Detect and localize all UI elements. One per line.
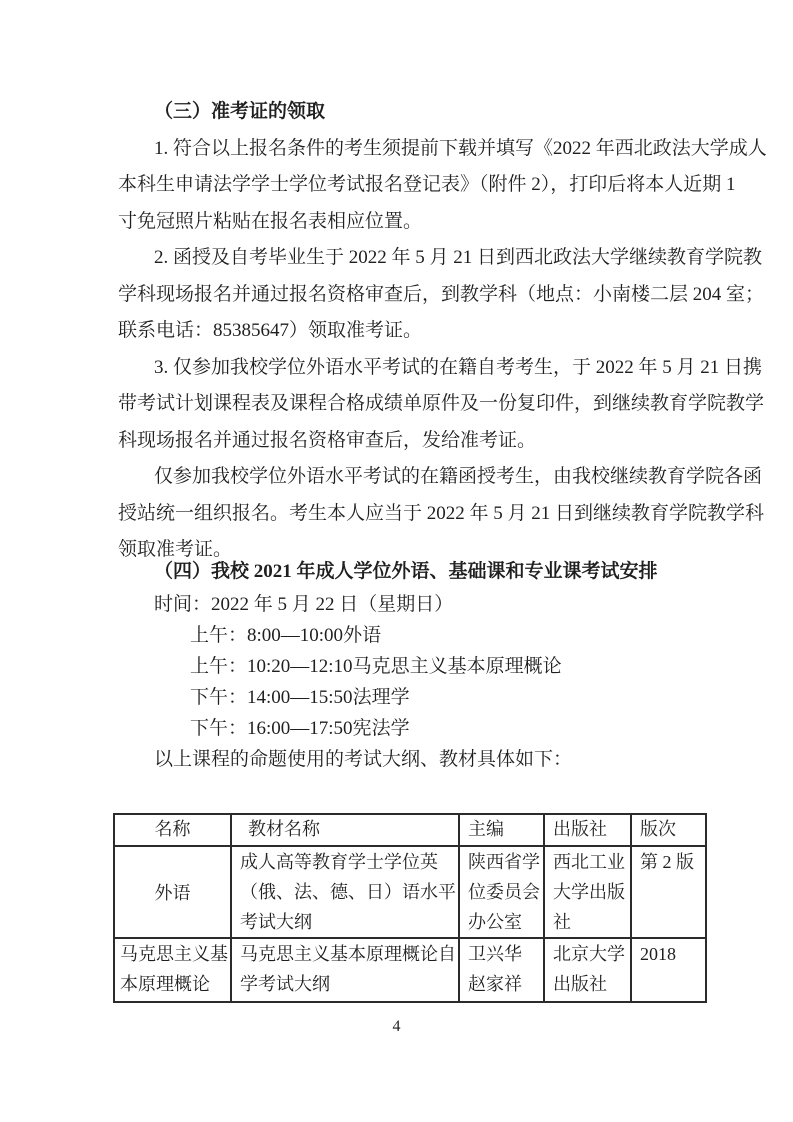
cell-line: 马克思主义基本原理概论自 <box>240 944 456 964</box>
para-4-line-2: 授站统一组织报名。考生本人应当于 2022 年 5 月 21 日到继续教育学院教学科 <box>118 502 765 524</box>
para-1-line-2: 本科生申请法学学士学位考试报名登记表》（附件 2），打印后将本人近期 1 <box>118 174 736 195</box>
cell-name-1: 外语 <box>114 846 231 938</box>
cell-edition-1 <box>631 846 706 938</box>
cell-line: 学考试大纲 <box>240 974 330 994</box>
page-number: 4 <box>392 1018 401 1035</box>
schedule-row-3 <box>118 682 676 713</box>
schedule-time-4: 下午：16:00—17:50 <box>190 718 353 739</box>
schedule-time-2: 上午：10:20—12:10 <box>190 656 353 677</box>
header-name: 名称 <box>114 814 231 846</box>
para-4-line-3: 领取准考证。 <box>118 539 233 560</box>
cell-line: 成人高等教育学士学位英 <box>240 852 438 872</box>
para-2-line-1: 2. 函授及自考毕业生于 2022 年 5 月 21 日到西北政法大学继续教育学院教 <box>154 247 763 268</box>
para-3-line-3: 科现场报名并通过报名资格审查后，发给准考证。 <box>118 429 537 451</box>
header-edition: 版次 <box>631 814 706 846</box>
schedule-row-2 <box>118 651 676 682</box>
heading-section-3: （三）准考证的领取 <box>154 101 326 122</box>
cell-line: 办公室 <box>468 912 522 932</box>
para-4-line-1: 仅参加我校学位外语水平考试的在籍函授考生，由我校继续教育学院各函 <box>154 466 763 487</box>
cell-line: 马克思主义基 <box>120 944 228 964</box>
textbook-table <box>113 813 707 1003</box>
cell-line: 陕西省学 <box>468 852 540 872</box>
para-2-line-2: 学科现场报名并通过报名资格审查后，到教学科（地点：小南楼二层 204 室； <box>118 283 765 305</box>
table-row-foreign-language <box>114 846 706 938</box>
section-4-block <box>118 556 676 775</box>
schedule-subject-1: 外语 <box>343 625 382 646</box>
schedule-subject-2: 马克思主义基本原理概论 <box>352 656 562 677</box>
cell-edition-2 <box>631 938 706 1002</box>
schedule-time-3: 下午：14:00—15:50 <box>190 687 353 708</box>
para-1-line-1: 1. 符合以上报名条件的考生须提前下载并填写《2022 年西北政法大学成人 <box>154 137 767 159</box>
cell-line: 考试大纲 <box>240 912 312 932</box>
table-header-row <box>114 814 706 846</box>
exam-date-line: 时间：2022 年 5 月 22 日（星期日） <box>154 594 454 615</box>
cell-line: 卫兴华 <box>468 944 522 964</box>
schedule-row-4 <box>118 713 676 744</box>
header-publisher: 出版社 <box>544 814 631 846</box>
cell-publisher-1 <box>544 846 631 938</box>
cell-publisher-2 <box>544 938 631 1002</box>
cell-line: 北京大学 <box>553 944 625 964</box>
cell-name-2 <box>114 938 231 1002</box>
cell-editor-2 <box>459 938 544 1002</box>
header-editor: 主编 <box>459 814 544 846</box>
cell-textbook-1 <box>231 846 459 938</box>
materials-note-line: 以上课程的命题使用的考试大纲、教材具体如下： <box>154 749 573 770</box>
cell-line: 第 2 版 <box>640 852 694 872</box>
schedule-row-1 <box>118 620 676 651</box>
schedule-subject-3: 法理学 <box>352 687 410 708</box>
cell-line: 位委员会 <box>468 882 540 902</box>
para-1-line-3: 寸免冠照片粘贴在报名表相应位置。 <box>118 210 423 232</box>
cell-line: 赵家祥 <box>468 974 522 994</box>
cell-line: 本原理概论 <box>120 974 210 994</box>
section-3-block <box>118 94 767 569</box>
para-3-line-2: 带考试计划课程表及课程合格成绩单原件及一份复印件，到继续教育学院教学 <box>118 393 765 414</box>
cell-editor-1 <box>459 846 544 938</box>
schedule-time-1: 上午：8:00—10:00 <box>190 625 344 646</box>
cell-line: 大学出版 <box>553 882 625 902</box>
table-row-marxism <box>114 938 706 1002</box>
schedule-subject-4: 宪法学 <box>352 718 410 739</box>
cell-textbook-2 <box>231 938 459 1002</box>
para-2-line-3: 联系电话：85385647）领取准考证。 <box>118 320 423 341</box>
cell-line: 出版社 <box>553 974 607 994</box>
cell-line: 社 <box>553 912 571 932</box>
header-textbook: 教材名称 <box>231 814 459 846</box>
heading-section-4: （四）我校 2021 年成人学位外语、基础课和专业课考试安排 <box>154 561 658 582</box>
cell-line: 西北工业 <box>553 852 625 872</box>
cell-line: 2018 <box>640 944 676 964</box>
para-3-line-1: 3. 仅参加我校学位外语水平考试的在籍自考考生，于 2022 年 5 月 21 日携 <box>154 356 763 378</box>
cell-line: （俄、法、德、日）语水平 <box>240 882 456 902</box>
